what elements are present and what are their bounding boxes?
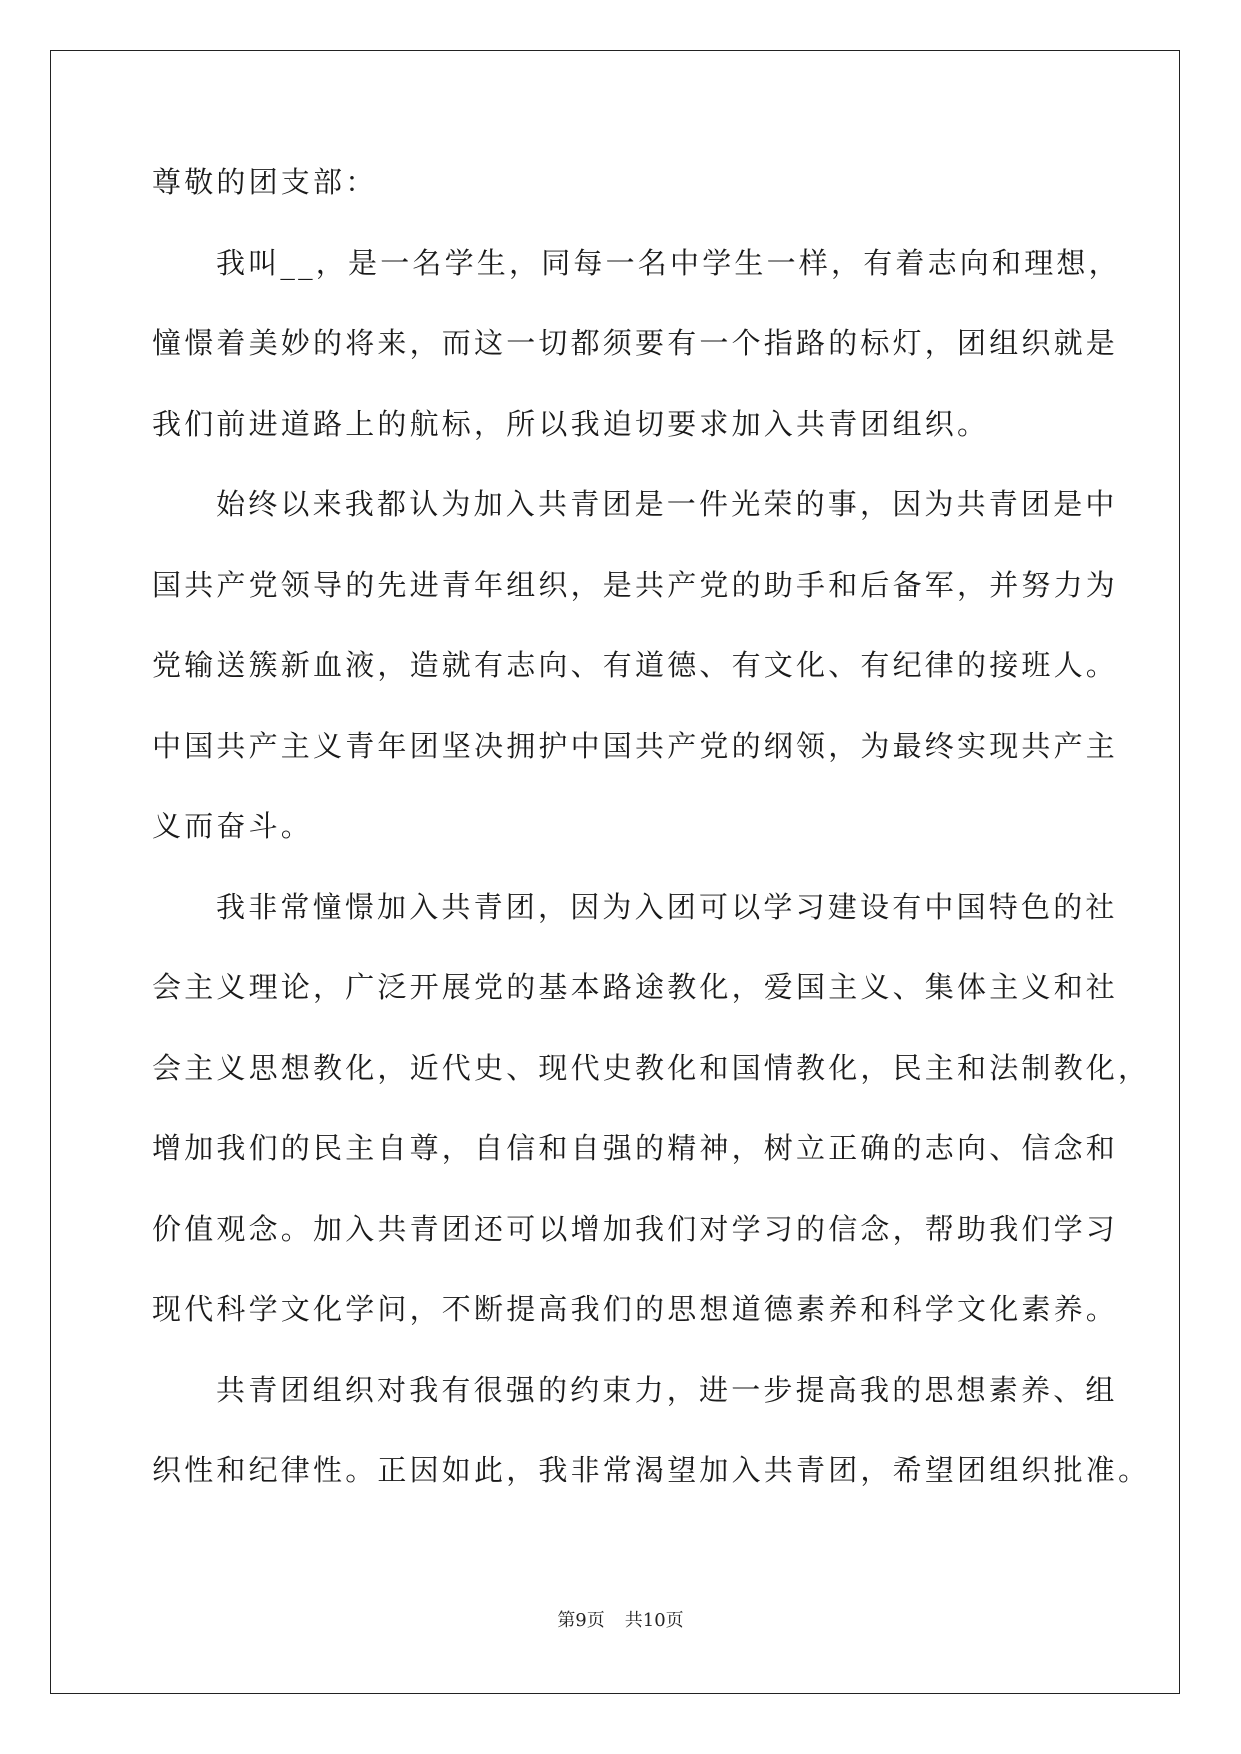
paragraph-line: 国共产党领导的先进青年组织，是共产党的助手和后备军，并努力为 bbox=[152, 567, 1119, 602]
paragraph-line: 我们前进道路上的航标，所以我迫切要求加入共青团组织。 bbox=[152, 406, 990, 441]
paragraph-line: 增加我们的民主自尊，自信和自强的精神，树立正确的志向、信念和 bbox=[152, 1131, 1119, 1165]
paragraph-line: 我叫__，是一名学生，同每一名中学生一样，有着志向和理想， bbox=[216, 245, 1121, 280]
paragraph-line: 共青团组织对我有很强的约束力，进一步提高我的思想素养、组 bbox=[216, 1372, 1118, 1407]
page-footer bbox=[0, 1609, 1241, 1633]
page-number-current: 第9页 bbox=[557, 1610, 605, 1631]
paragraph-line: 价值观念。加入共青团还可以增加我们对学习的信念，帮助我们学习 bbox=[152, 1211, 1119, 1246]
letter-body bbox=[152, 156, 1151, 1525]
paragraph-line: 中国共产主义青年团坚决拥护中国共产党的纲领，为最终实现共产主 bbox=[152, 728, 1119, 763]
page-number-total: 共10页 bbox=[624, 1610, 684, 1631]
paragraph-line: 党输送簇新血液，造就有志向、有道德、有文化、有纪律的接班人。 bbox=[152, 648, 1119, 682]
paragraph-line: 会主义理论，广泛开展党的基本路途教化，爱国主义、集体主义和社 bbox=[152, 970, 1119, 1004]
paragraph-line: 现代科学文化学问，不断提高我们的思想道德素养和科学文化素养。 bbox=[152, 1292, 1119, 1326]
salutation: 尊敬的团支部： bbox=[152, 165, 378, 199]
paragraph-line: 义而奋斗。 bbox=[152, 809, 314, 843]
paragraph-line: 始终以来我都认为加入共青团是一件光荣的事，因为共青团是中 bbox=[216, 487, 1118, 521]
paragraph-line: 我非常憧憬加入共青团，因为入团可以学习建设有中国特色的社 bbox=[216, 889, 1118, 924]
paragraph-line: 织性和纪律性。正因如此，我非常渴望加入共青团，希望团组织批准。 bbox=[152, 1453, 1151, 1487]
paragraph-line: 会主义思想教化，近代史、现代史教化和国情教化，民主和法制教化， bbox=[152, 1050, 1151, 1085]
paragraph-line: 憧憬着美妙的将来，而这一切都须要有一个指路的标灯，团组织就是 bbox=[152, 326, 1119, 360]
